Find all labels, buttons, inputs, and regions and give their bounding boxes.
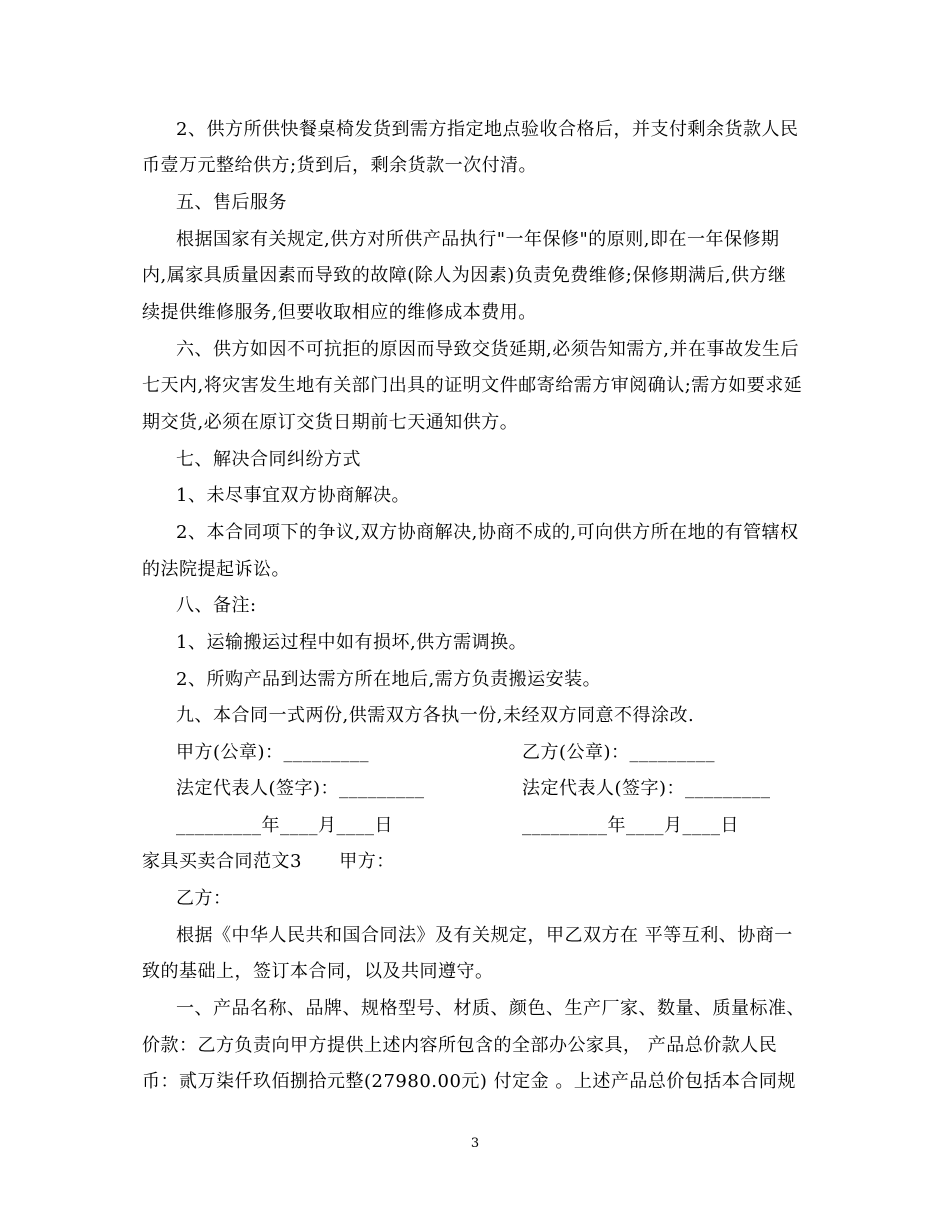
party-b-date: _________年____月____日 bbox=[522, 815, 739, 836]
party-a-seal: 甲方(公章)：_________ bbox=[176, 742, 370, 763]
paragraph-line: 根据国家有关规定,供方对所供产品执行"一年保修"的原则,即在一年保修期 bbox=[176, 229, 780, 250]
paragraph-line: 币壹万元整给供方;货到后，剩余货款一次付清。 bbox=[142, 155, 538, 176]
contract-heading: 家具买卖合同范文3 甲方： bbox=[142, 851, 395, 872]
party-b-seal: 乙方(公章)：_________ bbox=[522, 742, 716, 763]
paragraph-line: 内,属家具质量因素而导致的故障(除人为因素)负责免费维修;保修期满后,供方继 bbox=[142, 265, 787, 286]
paragraph-line: 一、产品名称、品牌、规格型号、材质、颜色、生产厂家、数量、质量标准、 bbox=[176, 998, 805, 1019]
paragraph-line: 价款：乙方负责向甲方提供上述内容所包含的全部办公家具， 产品总价款人民 bbox=[142, 1035, 778, 1056]
party-a-representative: 法定代表人(签字)：_________ bbox=[176, 778, 425, 799]
paragraph-line: 根据《中华人民共和国合同法》及有关规定，甲乙双方在 平等互利、协商一 bbox=[176, 925, 793, 946]
section-heading: 五、售后服务 bbox=[176, 192, 287, 213]
paragraph-line: 币：贰万柒仟玖佰捌拾元整(27980.00元) 付定金 。上述产品总价包括本合同规 bbox=[142, 1071, 796, 1092]
paragraph-line: 期交货,必须在原订交货日期前七天通知供方。 bbox=[142, 412, 519, 433]
paragraph-line: 1、运输搬运过程中如有损坏,供方需调换。 bbox=[176, 632, 528, 653]
paragraph-line: 2、所购产品到达需方所在地后,需方负责搬运安装。 bbox=[176, 669, 602, 690]
section-heading: 八、备注: bbox=[176, 595, 257, 616]
paragraph-line: 七天内,将灾害发生地有关部门出具的证明文件邮寄给需方审阅确认;需方如要求延 bbox=[142, 375, 803, 396]
paragraph-line: 2、供方所供快餐桌椅发货到需方指定地点验收合格后，并支付剩余货款人民 bbox=[176, 119, 799, 140]
paragraph-line: 九、本合同一式两份,供需双方各执一份,未经双方同意不得涂改. bbox=[176, 705, 695, 726]
paragraph-line: 1、未尽事宜双方协商解决。 bbox=[176, 485, 410, 506]
paragraph-line: 六、供方如因不可抗拒的原因而导致交货延期,必须告知需方,并在事故发生后 bbox=[176, 339, 799, 360]
paragraph-line: 致的基础上，签订本合同，以及共同遵守。 bbox=[142, 961, 494, 982]
paragraph-line: 续提供维修服务,但要收取相应的维修成本费用。 bbox=[142, 302, 537, 323]
paragraph-line: 2、本合同项下的争议,双方协商解决,协商不成的,可向供方所在地的有管辖权 bbox=[176, 522, 799, 543]
party-a-date: _________年____月____日 bbox=[176, 815, 393, 836]
section-heading: 七、解决合同纠纷方式 bbox=[176, 449, 361, 470]
party-b-label: 乙方： bbox=[176, 888, 232, 909]
paragraph-line: 的法院提起诉讼。 bbox=[142, 559, 290, 580]
party-b-representative: 法定代表人(签字)：_________ bbox=[522, 778, 771, 799]
page-number: 3 bbox=[470, 1136, 480, 1151]
